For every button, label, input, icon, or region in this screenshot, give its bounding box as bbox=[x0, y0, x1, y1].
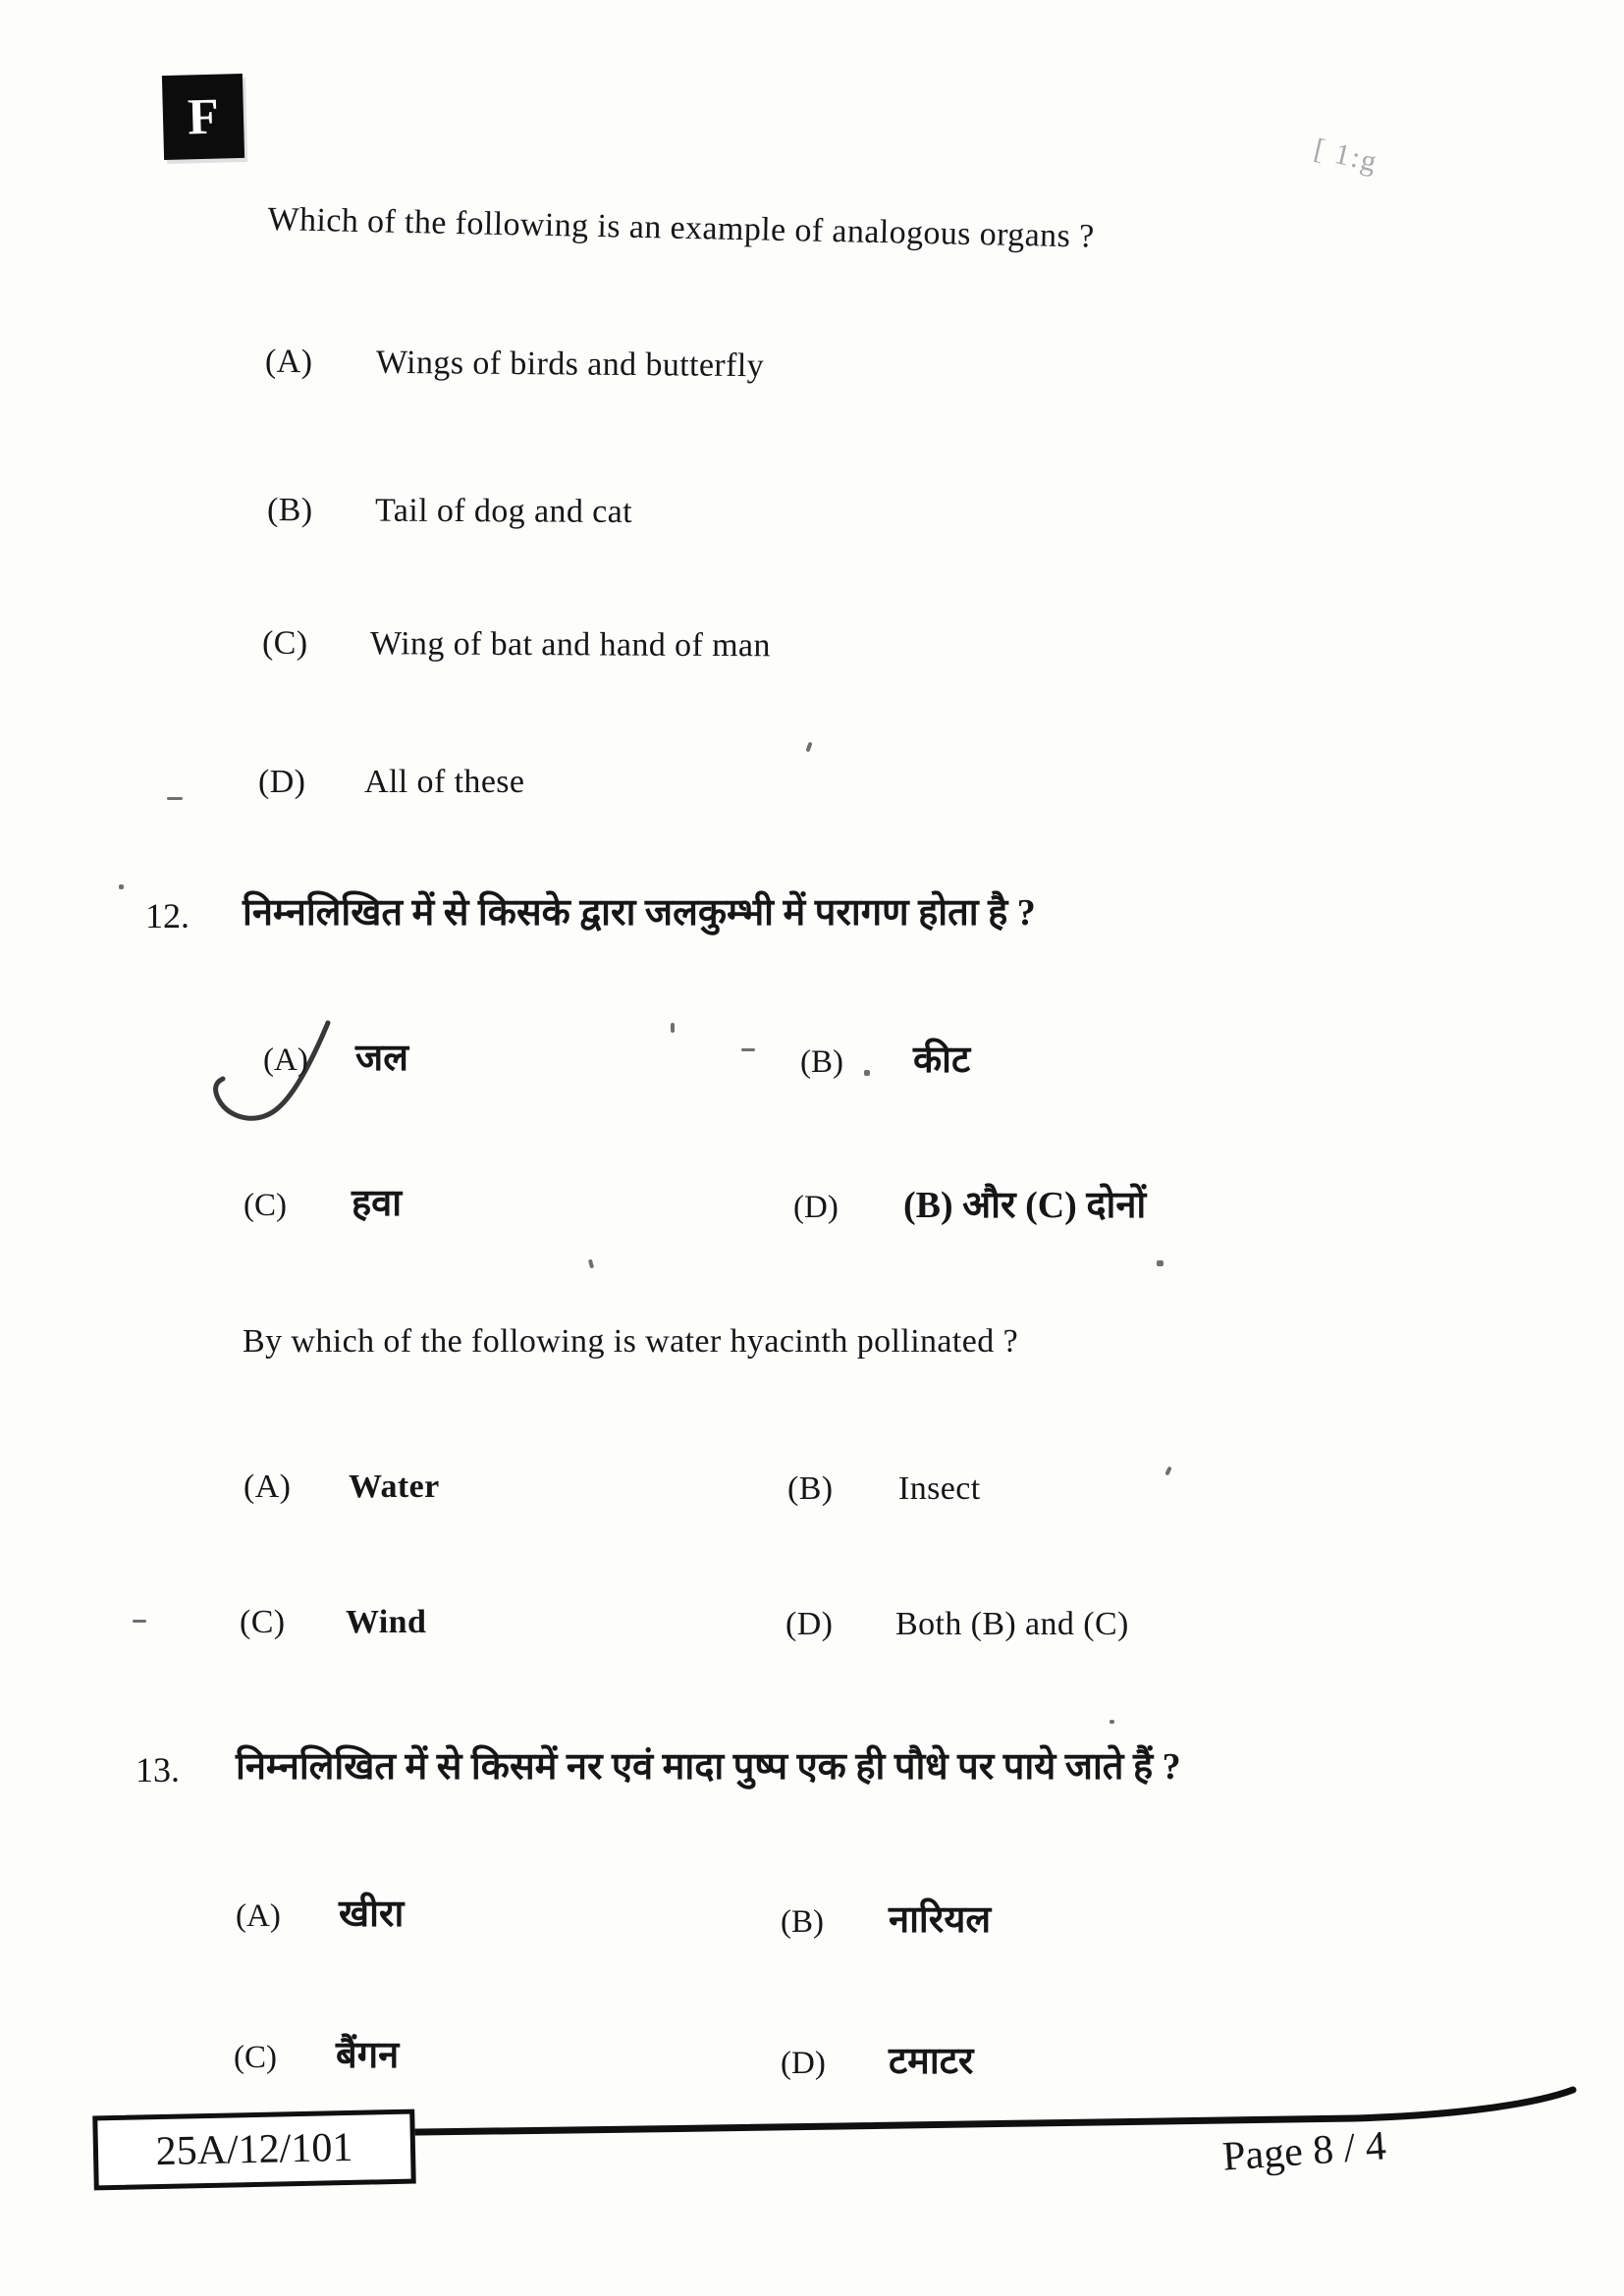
option-row-13a bbox=[236, 1887, 404, 1938]
option-row-13c bbox=[234, 2028, 399, 2079]
scan-speck bbox=[805, 742, 812, 753]
option-label: (D) bbox=[785, 1606, 834, 1642]
option-label: (A) bbox=[236, 1898, 281, 1934]
option-text: हवा bbox=[352, 1183, 403, 1224]
footer-page-number: Page 8 / 4 bbox=[1220, 2123, 1388, 2180]
option-label: (C) bbox=[234, 2040, 277, 2075]
question-12-text-en: By which of the following is water hyacinth pollinated ? bbox=[243, 1323, 1019, 1360]
scan-speck bbox=[588, 1259, 594, 1269]
option-row-12b-en bbox=[787, 1470, 981, 1508]
scan-speck bbox=[1164, 1467, 1171, 1476]
option-text: All of these bbox=[364, 764, 525, 800]
option-label: (C) bbox=[240, 1604, 286, 1640]
footer-paper-code: 25A/12/101 bbox=[92, 2109, 416, 2191]
option-text: (B) और (C) दोनों bbox=[903, 1185, 1147, 1226]
scan-speck bbox=[1110, 1720, 1114, 1724]
option-text: Wings of birds and butterfly bbox=[375, 344, 765, 385]
question-12-number: 12. bbox=[145, 896, 189, 935]
question-13-number: 13. bbox=[135, 1750, 180, 1789]
option-row-12d-en bbox=[785, 1606, 1129, 1643]
option-row-13d bbox=[781, 2034, 973, 2085]
option-label: (B) bbox=[266, 492, 313, 529]
question-13-text-hi: निम्नलिखित में से किसमें नर एवं मादा पुष्प एक ही पौधे पर पाये जाते हैं ? bbox=[236, 1746, 1181, 1788]
option-label: (A) bbox=[244, 1468, 292, 1505]
option-row-11b bbox=[267, 492, 632, 531]
option-text: नारियल bbox=[889, 1899, 992, 1941]
option-label: (A) bbox=[263, 1042, 308, 1078]
footer-rule bbox=[349, 2090, 1573, 2133]
set-code-badge: F bbox=[162, 74, 244, 160]
option-text: कीट bbox=[913, 1040, 971, 1081]
corner-handwritten-mark: [ 1:g bbox=[1311, 133, 1381, 179]
option-row-11a bbox=[265, 344, 764, 385]
option-label: (C) bbox=[244, 1188, 287, 1223]
option-text: Tail of dog and cat bbox=[374, 492, 633, 530]
option-text: Both (B) and (C) bbox=[895, 1606, 1129, 1642]
option-label: (D) bbox=[781, 2046, 826, 2081]
option-row-12a-hi bbox=[263, 1031, 408, 1082]
scan-speck bbox=[864, 1070, 870, 1076]
option-text: Insect bbox=[898, 1470, 981, 1507]
option-label: (C) bbox=[261, 624, 308, 662]
option-row-12c-hi bbox=[244, 1176, 402, 1227]
scan-speck bbox=[741, 1048, 755, 1051]
option-row-12d-hi bbox=[793, 1178, 1146, 1229]
option-row-12b-hi bbox=[800, 1033, 970, 1084]
option-text: टमाटर bbox=[889, 2041, 974, 2082]
scan-speck bbox=[119, 884, 124, 889]
scan-speck bbox=[1157, 1260, 1164, 1266]
option-label: (B) bbox=[787, 1470, 834, 1507]
option-row-11d bbox=[258, 764, 524, 801]
scan-speck bbox=[167, 797, 183, 800]
option-row-12a-en bbox=[244, 1468, 440, 1506]
question-12-text-hi: निम्नलिखित में से किसके द्वारा जलकुम्भी में परागण होता है ? bbox=[243, 892, 1036, 934]
question-11-text-en: Which of the following is an example of analogous organs ? bbox=[267, 201, 1095, 255]
scan-speck bbox=[133, 1620, 146, 1623]
option-label: (B) bbox=[781, 1904, 824, 1940]
option-text: Wing of bat and hand of man bbox=[369, 625, 771, 665]
option-text: बैंगन bbox=[336, 2035, 400, 2076]
option-label: (D) bbox=[793, 1190, 839, 1225]
option-text: जल bbox=[355, 1038, 408, 1079]
option-row-11c bbox=[262, 625, 771, 666]
scan-speck bbox=[671, 1023, 675, 1033]
option-label: (B) bbox=[800, 1044, 843, 1080]
option-label: (A) bbox=[264, 343, 313, 381]
option-label: (D) bbox=[258, 764, 306, 800]
option-text: खीरा bbox=[339, 1894, 405, 1935]
option-text: Wind bbox=[346, 1604, 427, 1640]
option-text: Water bbox=[349, 1468, 440, 1505]
option-row-12c-en bbox=[240, 1604, 426, 1641]
option-row-13b bbox=[781, 1893, 991, 1944]
